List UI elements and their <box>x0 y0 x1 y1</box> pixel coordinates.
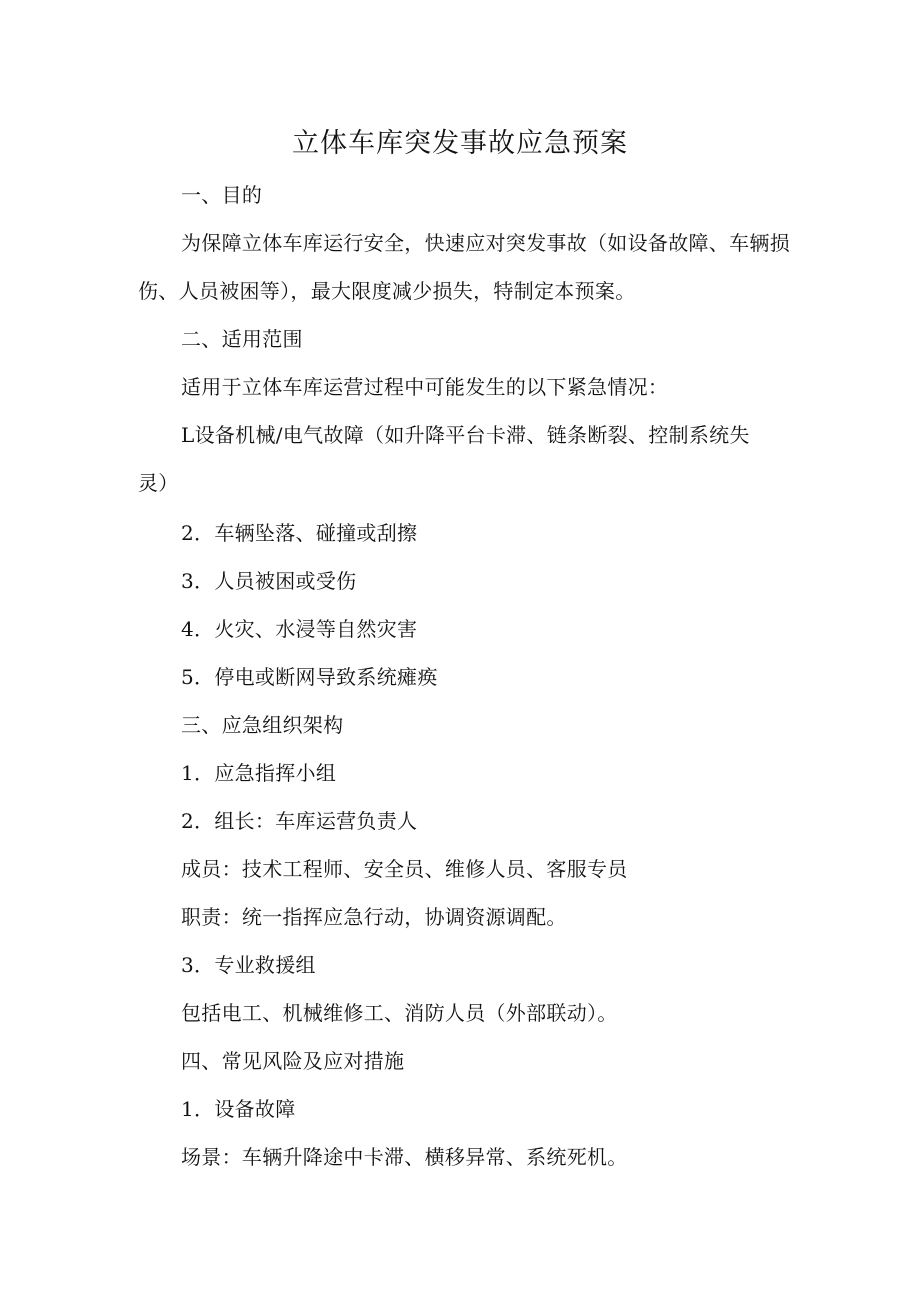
list-item: 1．设备故障 <box>181 1097 296 1121</box>
section-heading-scope: 二、适用范围 <box>181 327 303 351</box>
section-heading-risks: 四、常见风险及应对措施 <box>181 1049 405 1073</box>
paragraph-line: 成员：技术工程师、安全员、维修人员、客服专员 <box>181 857 628 881</box>
list-item: 2．车辆坠落、碰撞或刮擦 <box>181 521 418 545</box>
document-title: 立体车库突发事故应急预案 <box>292 128 628 159</box>
section-heading-organization: 三、应急组织架构 <box>181 713 344 737</box>
list-item: 4．火灾、水浸等自然灾害 <box>181 617 418 641</box>
list-item-continuation: 灵） <box>138 471 179 495</box>
list-item: 2．组长：车库运营负责人 <box>181 809 418 833</box>
paragraph-line: 适用于立体车库运营过程中可能发生的以下紧急情况： <box>181 375 669 399</box>
list-item: 3．专业救援组 <box>181 953 316 977</box>
paragraph-line: 伤、人员被困等），最大限度减少损失，特制定本预案。 <box>138 279 636 303</box>
list-item: 5．停电或断网导致系统瘫痪 <box>181 665 438 689</box>
list-item: L设备机械/电气故障（如升降平台卡滞、链条断裂、控制系统失 <box>181 423 750 447</box>
paragraph-line: 场景：车辆升降途中卡滞、横移异常、系统死机。 <box>181 1145 628 1169</box>
paragraph-line: 职责：统一指挥应急行动，协调资源调配。 <box>181 905 567 929</box>
paragraph-line: 为保障立体车库运行安全，快速应对突发事故（如设备故障、车辆损 <box>181 231 790 255</box>
list-item: 3．人员被困或受伤 <box>181 569 357 593</box>
paragraph-line: 包括电工、机械维修工、消防人员（外部联动）。 <box>181 1001 618 1025</box>
section-heading-purpose: 一、目的 <box>181 183 263 207</box>
list-item: 1．应急指挥小组 <box>181 761 337 785</box>
